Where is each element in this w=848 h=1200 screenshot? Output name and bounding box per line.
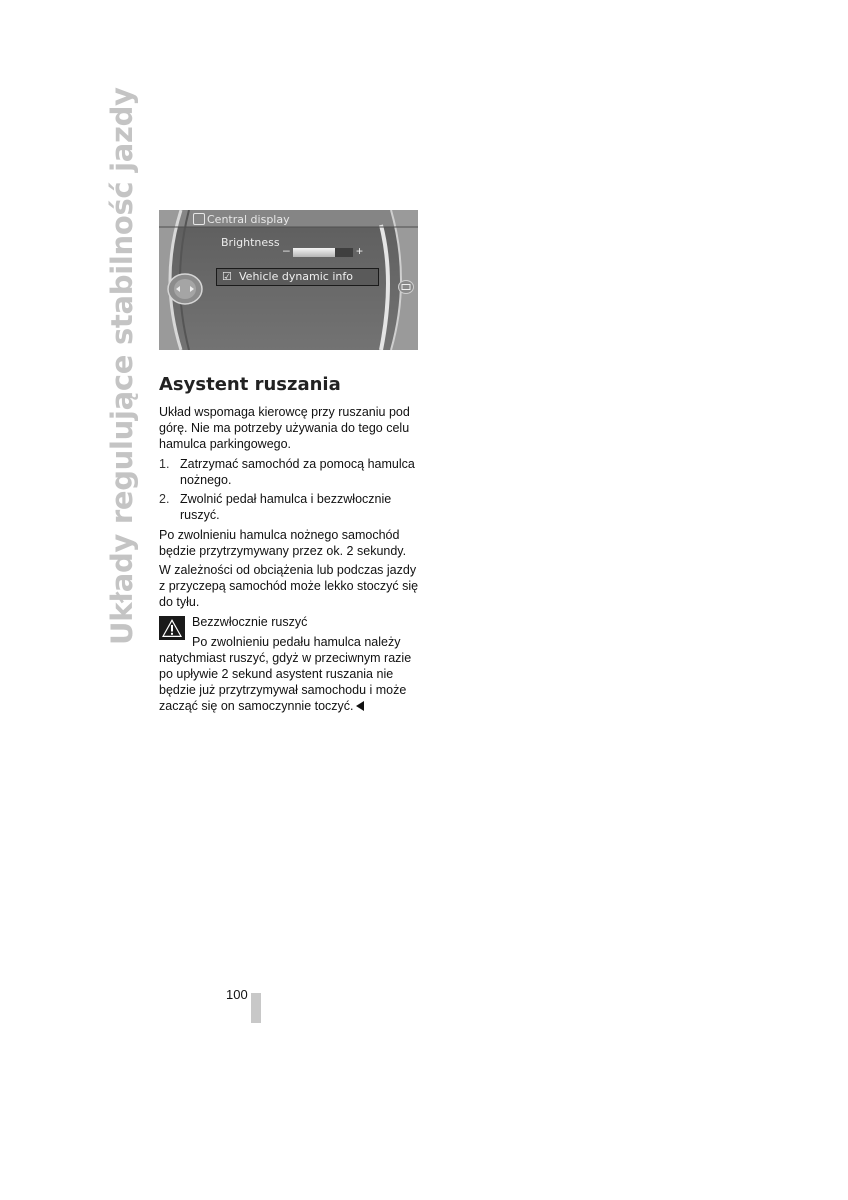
warning-heading: Bezzwłocznie ruszyć	[192, 615, 308, 629]
section-heading: Asystent ruszania	[159, 374, 341, 395]
brightness-label: Brightness	[221, 236, 280, 249]
paragraph-rollback: W zależności od obciążenia lub podczas jazdy z przyczepą samochód może lekko stoczyć się do tyłu.	[159, 563, 419, 609]
warning-body	[159, 650, 421, 714]
list-text: Zwolnić pedał hamulca i bezzwłocznie ruszyć.	[180, 492, 392, 522]
brightness-plus[interactable]: +	[356, 244, 364, 258]
checkbox-icon: ☑	[222, 271, 232, 283]
list-number: 2.	[159, 492, 170, 506]
menu-item-vehicle-dynamic-info[interactable]	[216, 268, 379, 286]
intro-paragraph: Układ wspomaga kierowcę przy ruszaniu pod górę. Nie ma potrzeby używania do tego celu hamulca parkingowego.	[159, 405, 410, 451]
central-display-screenshot	[159, 210, 418, 350]
controller-knob-icon	[167, 273, 203, 305]
side-button-icon	[398, 280, 414, 294]
brightness-slider[interactable]	[293, 248, 353, 257]
chapter-side-title: Układy regulujące stabilność jazdy	[105, 87, 139, 645]
page-number: 100	[226, 987, 248, 1002]
settings-icon	[193, 213, 205, 225]
list-text: Zatrzymać samochód za pomocą hamulca nożnego.	[180, 457, 415, 487]
brightness-minus[interactable]: –	[283, 243, 290, 257]
warning-first-line: Po zwolnieniu pedału hamulca należy	[192, 635, 401, 649]
warning-body-text: natychmiast ruszyć, gdyż w przeciwnym razie po upływie 2 sekund asystent ruszania nie będzie już przytrzymywał samochodu i może zacząć się on samoczynnie toczyć.	[159, 651, 412, 713]
menu-item-label: Vehicle dynamic info	[239, 270, 353, 283]
page-marker-bar	[251, 993, 261, 1023]
paragraph-hold-time: Po zwolnieniu hamulca nożnego samochód będzie przytrzymywany przez ok. 2 sekundy.	[159, 528, 407, 558]
warning-icon	[159, 616, 185, 640]
end-of-section-icon	[356, 701, 364, 711]
brightness-slider-fill	[293, 248, 335, 257]
list-number: 1.	[159, 457, 170, 471]
screen-title: Central display	[207, 213, 290, 226]
